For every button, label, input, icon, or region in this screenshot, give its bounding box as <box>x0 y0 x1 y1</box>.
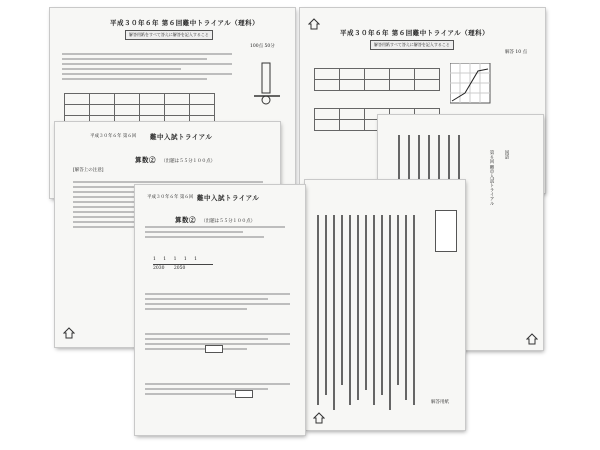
house-icon <box>526 333 538 345</box>
sheet-title: 難中入試トライアル <box>150 133 213 141</box>
subject-label: 算数② <box>175 216 196 224</box>
answer-table-top <box>314 68 440 91</box>
subject-label: 国語 <box>504 150 509 159</box>
sheet-subtitle: 解答用紙すべて答えに解答を記入すること <box>370 40 454 50</box>
instructions-label: [解答上の注意] <box>73 168 104 173</box>
sheet-label: 解答 10 点 <box>505 50 528 55</box>
answer-box <box>205 345 223 353</box>
apparatus-diagram <box>250 58 290 108</box>
sheet-title: 平成３０年６年 第６回難中トライアル（理科） <box>110 19 260 27</box>
japanese-exam-sheet-front <box>305 180 465 430</box>
number-line <box>153 257 213 272</box>
sheet-header: 平成３０年６年 第６回 <box>90 134 137 139</box>
house-icon <box>63 327 75 339</box>
question-text-block <box>62 50 232 83</box>
house-icon <box>308 18 320 30</box>
question-text-block-2 <box>145 290 290 313</box>
sheet-title: 難中入試トライアル <box>197 194 260 202</box>
sheet-label: 100点 50分 <box>250 44 275 49</box>
footer-label: 解答用紙 <box>431 400 449 405</box>
exam-time: （出題は５５分１００点） <box>201 219 256 224</box>
exam-time: （出題は５５分１００点） <box>161 159 216 164</box>
answer-box <box>435 210 457 252</box>
answer-box <box>235 390 253 398</box>
question-text-block-1 <box>145 223 285 241</box>
math-exam-sheet-2 <box>135 185 305 435</box>
subject-row <box>135 147 215 166</box>
sheet-title: 第６回 難中入試トライアル <box>489 150 494 206</box>
sheet-title: 平成３０年６年 第６回難中トライアル（理科） <box>340 29 490 37</box>
question-text-block-4 <box>145 380 290 398</box>
sheet-header: 平成３０年６年 第６回 <box>147 195 194 200</box>
sheet-subtitle: 解答用紙をすべて答えに解答を記入すること <box>125 30 213 40</box>
subject-label: 算数② <box>135 156 156 164</box>
house-icon <box>313 412 325 424</box>
graph-grid <box>450 63 495 108</box>
number-line-ticks: 1 1 1 1 1 <box>153 257 201 262</box>
number-line-labels: 2030 2050 <box>153 266 186 271</box>
